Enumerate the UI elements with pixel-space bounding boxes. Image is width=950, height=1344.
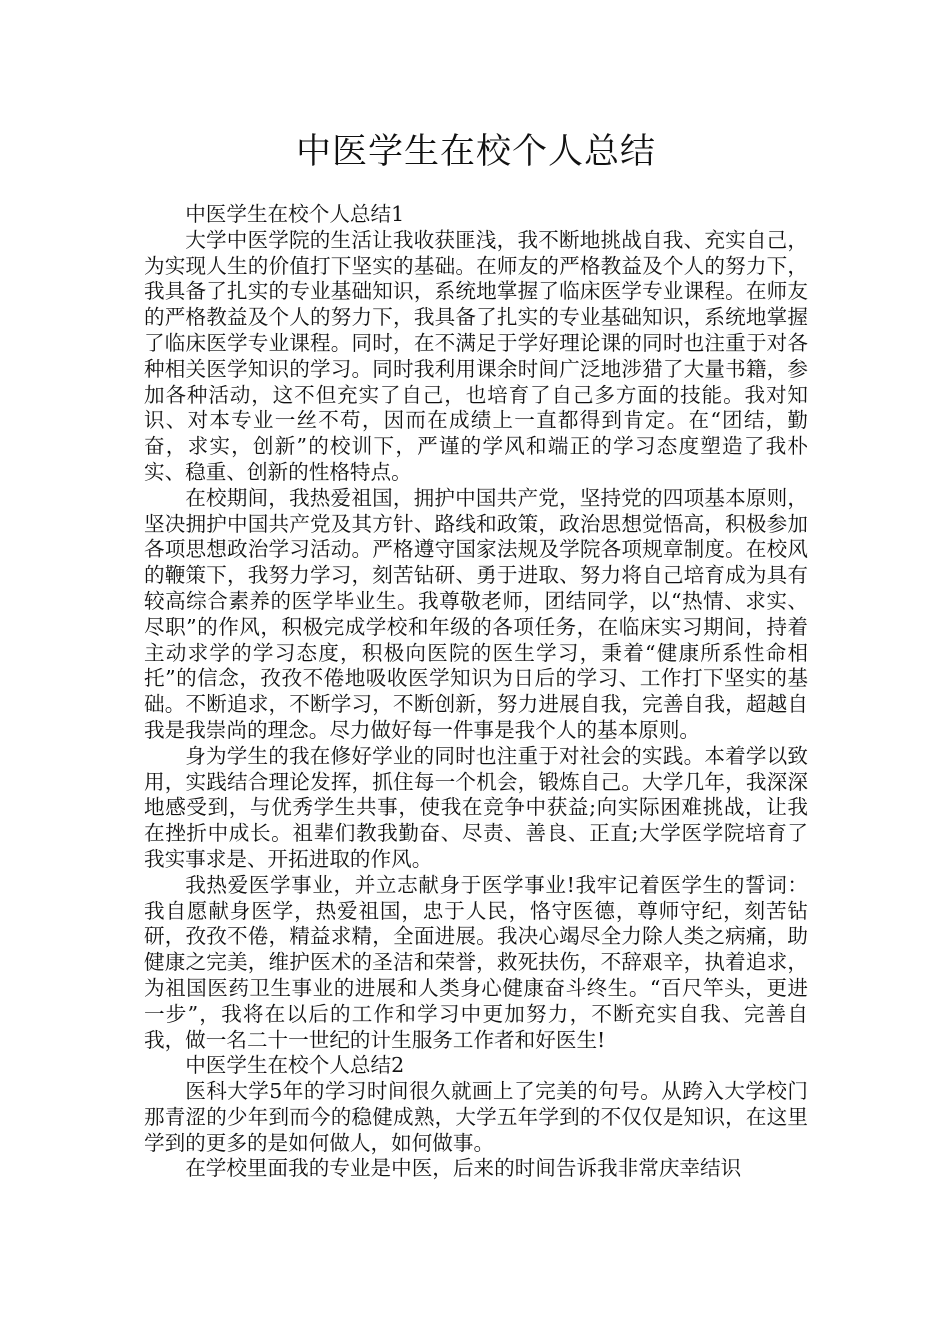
- paragraph: 在学校里面我的专业是中医，后来的时间告诉我非常庆幸结识: [185, 1156, 742, 1181]
- paragraph: 身为学生的我在修好学业的同时也注重于对社会的实践。本着学以致用，实践结合理论发挥，抓住每一个机会，锻炼自己。大学几年，我深深地感受到，与优秀学生共事，使我在竞争中获益;向实际困难挑战，让我在挫折中成长。祖辈们教我勤奋、尽责、善良、正直;大学医学院培育了我实事求是、开拓进取的作风。: [144, 743, 808, 871]
- paragraph: 我热爱医学事业，并立志献身于医学事业!我牢记着医学生的誓词：我自愿献身医学，热爱祖国，忠于人民，恪守医德，尊师守纪，刻苦钻研，孜孜不倦，精益求精，全面进展。我决心竭尽全力除人类之病痛，助健康之完美，维护医术的圣洁和荣誉，救死扶伤，不辞艰辛，执着追求，为祖国医药卫生事业的进展和人类身心健康奋斗终生。“百尺竿头，更进一步”，我将在以后的工作和学习中更加努力，不断充实自我、完善自我，做一名二十一世纪的计生服务工作者和好医生!: [144, 872, 808, 1052]
- document-title: 中医学生在校个人总结: [295, 132, 656, 172]
- document-body: [144, 202, 808, 1182]
- section-heading-1: 中医学生在校个人总结1: [185, 202, 405, 226]
- document-page: [144, 0, 808, 1182]
- paragraph: 在校期间，我热爱祖国，拥护中国共产党，坚持党的四项基本原则，坚决拥护中国共产党及其方针、路线和政策，政治思想觉悟高，积极参加各项思想政治学习活动。严格遵守国家法规及学院各项规章制度。在校风的鞭策下，我努力学习，刻苦钻研、勇于进取、努力将自己培育成为具有较高综合素养的医学毕业生。我尊敬老师，团结同学，以“热情、求实、尽职”的作风，积极完成学校和年级的各项任务，在临床实习期间，持着主动求学的学习态度，积极向医院的医生学习，秉着“健康所系性命相托”的信念，孜孜不倦地吸收医学知识为日后的学习、工作打下坚实的基础。不断追求，不断学习，不断创新，努力进展自我，完善自我，超越自我是我崇尚的理念。尽力做好每一件事是我个人的基本原则。: [144, 485, 808, 742]
- paragraph: 大学中医学院的生活让我收获匪浅，我不断地挑战自我、充实自己，为实现人生的价值打下坚实的基础。在师友的严格教益及个人的努力下，我具备了扎实的专业基础知识，系统地掌握了临床医学专业课程。在师友的严格教益及个人的努力下，我具备了扎实的专业基础知识，系统地掌握了临床医学专业课程。同时，在不满足于学好理论课的同时也注重于对各种相关医学知识的学习。同时我利用课余时间广泛地涉猎了大量书籍，参加各种活动，这不但充实了自己，也培育了自己多方面的技能。我对知识、对本专业一丝不苟，因而在成绩上一直都得到肯定。在“团结，勤奋，求实，创新”的校训下，严谨的学风和端正的学习态度塑造了我朴实、稳重、创新的性格特点。: [144, 227, 808, 484]
- section-heading-2: 中医学生在校个人总结2: [185, 1053, 405, 1078]
- paragraph: 医科大学5年的学习时间很久就画上了完美的句号。从跨入大学校门那青涩的少年到而今的稳健成熟，大学五年学到的不仅仅是知识，在这里学到的更多的是如何做人，如何做事。: [144, 1079, 808, 1155]
